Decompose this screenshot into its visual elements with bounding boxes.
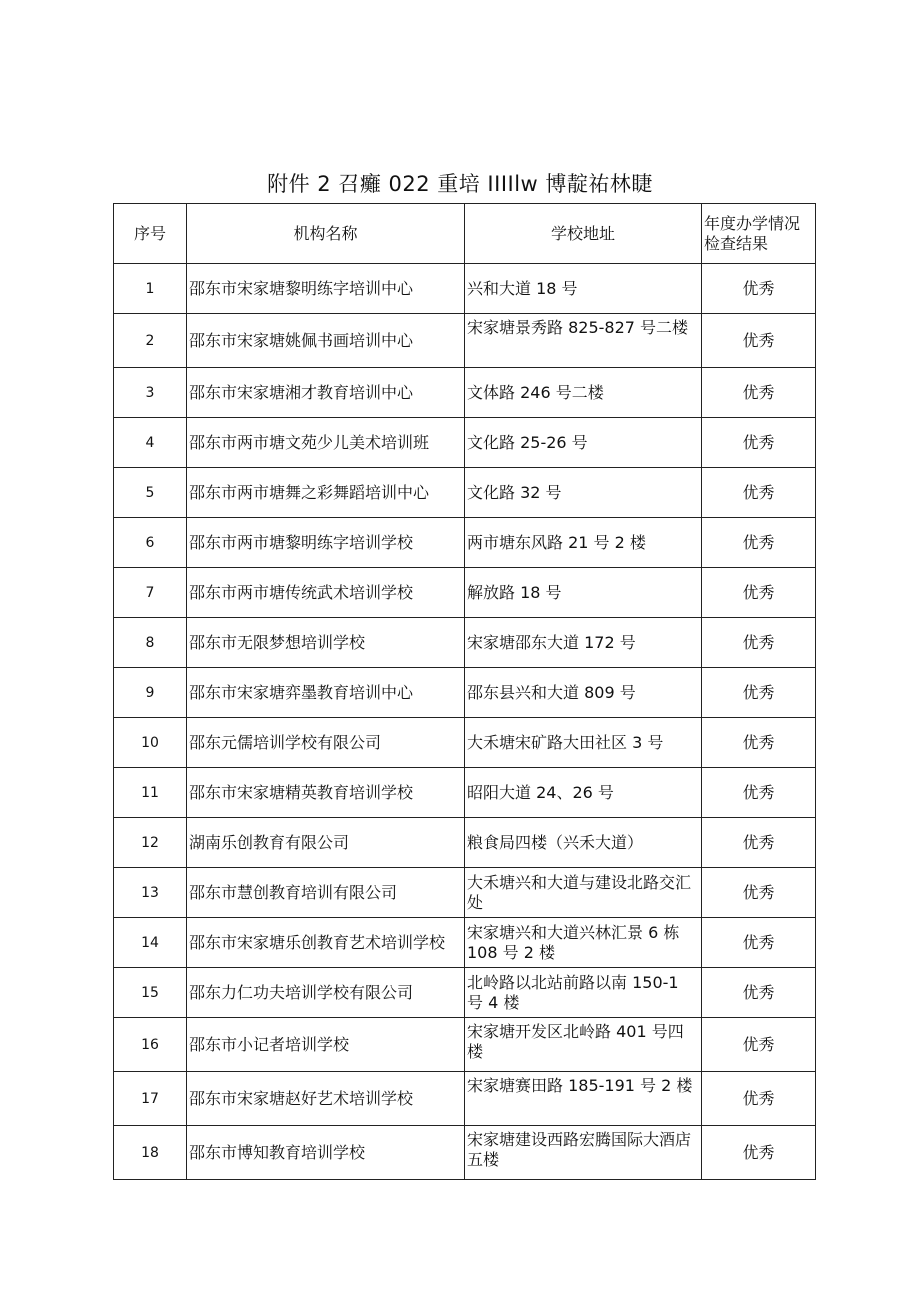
document-title: 附件 2 召癱 022 重培 IIIIlw 博靛祐林睫: [267, 172, 653, 196]
header-org: 机构名称: [187, 204, 465, 264]
cell-org: 邵东市博知教育培训学校: [187, 1126, 465, 1180]
cell-no: 4: [114, 418, 187, 468]
cell-no: 13: [114, 868, 187, 918]
cell-org: 邵东市两市塘传统武术培训学校: [187, 568, 465, 618]
cell-no: 5: [114, 468, 187, 518]
cell-address: 宋家塘赛田路 185-191 号 2 楼: [465, 1072, 702, 1126]
cell-org: 邵东市宋家塘黎明练字培训中心: [187, 264, 465, 314]
cell-address: 文体路 246 号二楼: [465, 368, 702, 418]
header-address: 学校地址: [465, 204, 702, 264]
cell-no: 1: [114, 264, 187, 314]
table-row: [114, 314, 816, 368]
cell-no: 12: [114, 818, 187, 868]
cell-address: 文化路 25-26 号: [465, 418, 702, 468]
cell-result: 优秀: [702, 568, 816, 618]
cell-org: 邵东市宋家塘弈墨教育培训中心: [187, 668, 465, 718]
cell-address: 宋家塘兴和大道兴林汇景 6 栋 108 号 2 楼: [465, 918, 702, 968]
cell-no: 3: [114, 368, 187, 418]
cell-result: 优秀: [702, 468, 816, 518]
table-header: [114, 204, 816, 264]
cell-no: 6: [114, 518, 187, 568]
cell-org: 邵东市两市塘舞之彩舞蹈培训中心: [187, 468, 465, 518]
cell-org: 邵东市宋家塘乐创教育艺术培训学校: [187, 918, 465, 968]
cell-result: 优秀: [702, 668, 816, 718]
cell-address: 宋家塘邵东大道 172 号: [465, 618, 702, 668]
table-row: [114, 518, 816, 568]
table-row: [114, 264, 816, 314]
cell-no: 2: [114, 314, 187, 368]
cell-address: 文化路 32 号: [465, 468, 702, 518]
table-row: [114, 568, 816, 618]
cell-org: 邵东市两市塘黎明练字培训学校: [187, 518, 465, 568]
table-row: [114, 368, 816, 418]
cell-address: 宋家塘开发区北岭路 401 号四楼: [465, 1018, 702, 1072]
cell-address: 大禾塘兴和大道与建设北路交汇处: [465, 868, 702, 918]
cell-address: 宋家塘建设西路宏腾国际大酒店五楼: [465, 1126, 702, 1180]
cell-no: 9: [114, 668, 187, 718]
cell-no: 18: [114, 1126, 187, 1180]
table-row: [114, 818, 816, 868]
cell-address: 北岭路以北站前路以南 150-1 号 4 楼: [465, 968, 702, 1018]
table-row: [114, 868, 816, 918]
cell-result: 优秀: [702, 868, 816, 918]
cell-result: 优秀: [702, 818, 816, 868]
cell-address: 解放路 18 号: [465, 568, 702, 618]
cell-address: 邵东县兴和大道 809 号: [465, 668, 702, 718]
table-body: [114, 264, 816, 1180]
cell-org: 邵东市小记者培训学校: [187, 1018, 465, 1072]
header-result: 年度办学情况检查结果: [702, 204, 816, 264]
cell-result: 优秀: [702, 1072, 816, 1126]
cell-org: 邵东市无限梦想培训学校: [187, 618, 465, 668]
cell-address: 粮食局四楼（兴禾大道）: [465, 818, 702, 868]
cell-no: 16: [114, 1018, 187, 1072]
cell-no: 8: [114, 618, 187, 668]
cell-address: 两市塘东风路 21 号 2 楼: [465, 518, 702, 568]
cell-address: 昭阳大道 24、26 号: [465, 768, 702, 818]
header-no: 序号: [114, 204, 187, 264]
cell-result: 优秀: [702, 718, 816, 768]
cell-no: 14: [114, 918, 187, 968]
cell-org: 邵东市宋家塘赵好艺术培训学校: [187, 1072, 465, 1126]
table-row: [114, 968, 816, 1018]
cell-org: 湖南乐创教育有限公司: [187, 818, 465, 868]
cell-address: 宋家塘景秀路 825-827 号二楼: [465, 314, 702, 368]
cell-org: 邵东元儒培训学校有限公司: [187, 718, 465, 768]
cell-org: 邵东市宋家塘湘才教育培训中心: [187, 368, 465, 418]
cell-result: 优秀: [702, 264, 816, 314]
table-row: [114, 768, 816, 818]
cell-result: 优秀: [702, 768, 816, 818]
cell-no: 11: [114, 768, 187, 818]
cell-org: 邵东市两市塘文苑少儿美术培训班: [187, 418, 465, 468]
cell-result: 优秀: [702, 618, 816, 668]
table-row: [114, 718, 816, 768]
cell-result: 优秀: [702, 418, 816, 468]
cell-result: 优秀: [702, 1018, 816, 1072]
cell-result: 优秀: [702, 918, 816, 968]
cell-result: 优秀: [702, 968, 816, 1018]
cell-result: 优秀: [702, 1126, 816, 1180]
table-row: [114, 418, 816, 468]
table-row: [114, 468, 816, 518]
cell-no: 15: [114, 968, 187, 1018]
cell-no: 7: [114, 568, 187, 618]
cell-org: 邵东市慧创教育培训有限公司: [187, 868, 465, 918]
cell-org: 邵东市宋家塘姚佩书画培训中心: [187, 314, 465, 368]
cell-result: 优秀: [702, 314, 816, 368]
table-row: [114, 918, 816, 968]
cell-result: 优秀: [702, 518, 816, 568]
cell-org: 邵东力仁功夫培训学校有限公司: [187, 968, 465, 1018]
table-row: [114, 618, 816, 668]
cell-address: 兴和大道 18 号: [465, 264, 702, 314]
cell-result: 优秀: [702, 368, 816, 418]
cell-address: 大禾塘宋矿路大田社区 3 号: [465, 718, 702, 768]
header-row: [114, 204, 816, 264]
cell-no: 17: [114, 1072, 187, 1126]
cell-org: 邵东市宋家塘精英教育培训学校: [187, 768, 465, 818]
cell-no: 10: [114, 718, 187, 768]
table-row: [114, 1072, 816, 1126]
table-row: [114, 668, 816, 718]
table-row: [114, 1018, 816, 1072]
table-row: [114, 1126, 816, 1180]
institution-table: [113, 203, 816, 1180]
